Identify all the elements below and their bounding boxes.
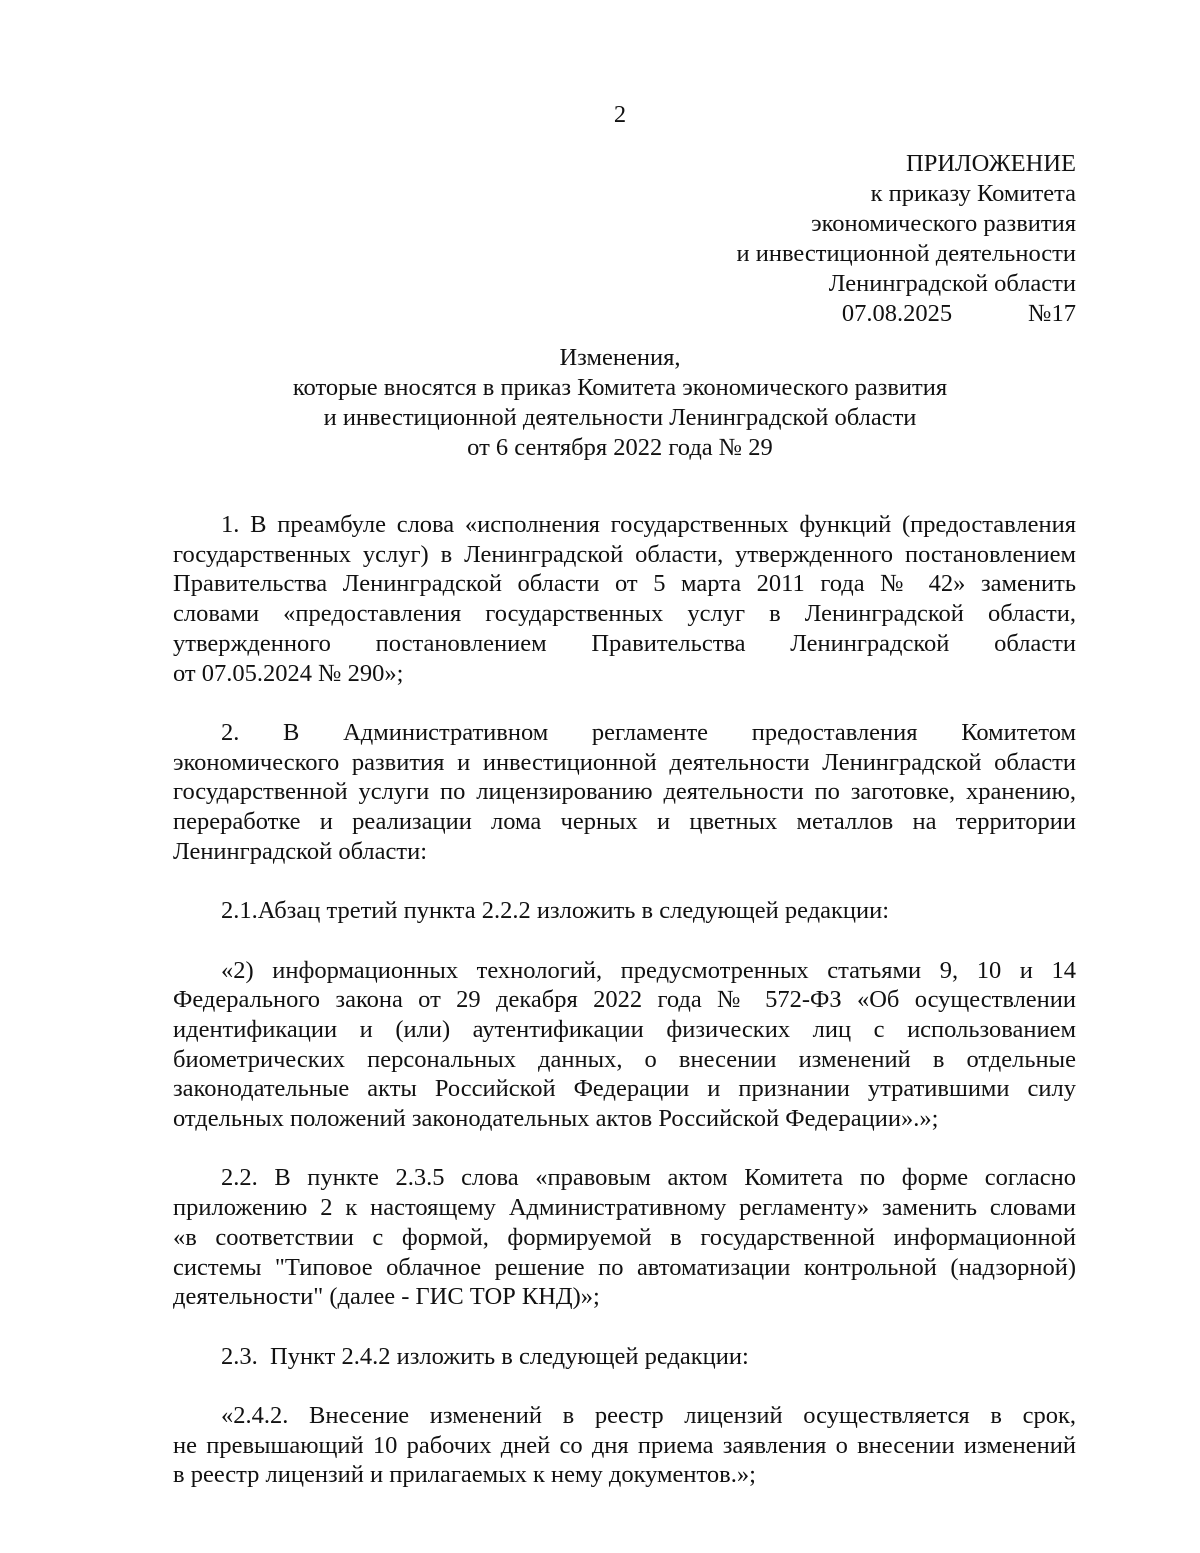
- appendix-heading: ПРИЛОЖЕНИЕ: [906, 150, 1076, 177]
- appendix-date: 07.08.2025: [841, 300, 953, 327]
- paragraph-2-1: [173, 896, 1076, 926]
- paragraph-line: Федерального закона от 29 декабря 2022 года № 572-ФЗ «Об осуществлении: [173, 986, 1076, 1014]
- appendix-date-number: [556, 299, 1076, 329]
- paragraph-line: утвержденного постановлением Правительства Ленинградской области: [173, 629, 1076, 657]
- paragraph-line: «в соответствии с формой, формируемой в государственной информационной: [173, 1223, 1076, 1251]
- paragraph-line: 2.2. В пункте 2.3.5 слова «правовым актом Комитета по форме согласно: [221, 1164, 1076, 1192]
- paragraph-line: деятельности" (далее - ГИС ТОР КНД)»;: [173, 1283, 600, 1311]
- document-title: [0, 343, 1200, 463]
- paragraph-line: «2.4.2. Внесение изменений в реестр лицензий осуществляется в срок,: [221, 1402, 1076, 1429]
- document-body: [173, 510, 1076, 1520]
- paragraph-2-3-text: [173, 1401, 1076, 1490]
- appendix-line: и инвестиционной деятельности: [736, 240, 1076, 267]
- appendix-line: к приказу Комитета: [870, 180, 1076, 207]
- paragraph-line: в реестр лицензий и прилагаемых к нему документов.»;: [173, 1461, 756, 1489]
- paragraph-line: 2. В Административном регламенте предоставления Комитетом: [221, 718, 1076, 746]
- paragraph-line: словами «предоставления государственных услуг в Ленинградской области,: [173, 600, 1076, 628]
- paragraph-line: от 07.05.2024 № 290»;: [173, 659, 404, 687]
- paragraph-2-2: [173, 1163, 1076, 1312]
- title-line: Изменения,: [559, 344, 681, 371]
- title-line: от 6 сентября 2022 года № 29: [467, 434, 773, 461]
- paragraph-line: государственных услуг) в Ленинградской области, утвержденного постановлением: [173, 540, 1076, 568]
- paragraph-line: 2.3. Пункт 2.4.2 изложить в следующей редакции:: [221, 1342, 749, 1370]
- paragraph-2-3: [173, 1342, 1076, 1372]
- appendix-line: Ленинградской области: [828, 270, 1076, 297]
- paragraph-line: Ленинградской области:: [173, 837, 428, 865]
- appendix-line: экономического развития: [811, 210, 1076, 237]
- paragraph-line: отдельных положений законодательных актов Российской Федерации».»;: [173, 1105, 939, 1133]
- paragraph-2: [173, 718, 1076, 867]
- page-number: 2: [613, 101, 627, 128]
- appendix-block: [556, 149, 1076, 329]
- paragraph-1: [173, 510, 1076, 688]
- paragraph-line: 1. В преамбуле слова «исполнения государственных функций (предоставления: [221, 511, 1076, 538]
- paragraph-line: «2) информационных технологий, предусмотренных статьями 9, 10 и 14: [221, 956, 1076, 984]
- paragraph-line: Правительства Ленинградской области от 5 марта 2011 года № 42» заменить: [173, 570, 1076, 598]
- paragraph-2-1-text: [173, 956, 1076, 1134]
- title-line: которые вносятся в приказ Комитета экономического развития: [292, 374, 948, 401]
- paragraph-line: экономического развития и инвестиционной деятельности Ленинградской области: [173, 748, 1076, 776]
- paragraph-line: государственной услуги по лицензированию деятельности по заготовке, хранению,: [173, 778, 1076, 806]
- paragraph-line: системы "Типовое облачное решение по автоматизации контрольной (надзорной): [173, 1253, 1076, 1281]
- paragraph-line: приложению 2 к настоящему Административному регламенту» заменить словами: [173, 1194, 1076, 1222]
- paragraph-line: идентификации и (или) аутентификации физических лиц с использованием: [173, 1015, 1076, 1043]
- paragraph-line: законодательные акты Российской Федерации и признании утратившими силу: [173, 1075, 1076, 1103]
- appendix-number: №17: [1028, 300, 1076, 327]
- paragraph-line: 2.1.Абзац третий пункта 2.2.2 изложить в следующей редакции:: [221, 897, 890, 925]
- paragraph-line: биометрических персональных данных, о внесении изменений в отдельные: [173, 1045, 1076, 1073]
- paragraph-line: переработке и реализации лома черных и цветных металлов на территории: [173, 808, 1076, 836]
- title-line: и инвестиционной деятельности Ленинградской области: [323, 404, 917, 431]
- paragraph-line: не превышающий 10 рабочих дней со дня приема заявления о внесении изменений: [173, 1431, 1076, 1459]
